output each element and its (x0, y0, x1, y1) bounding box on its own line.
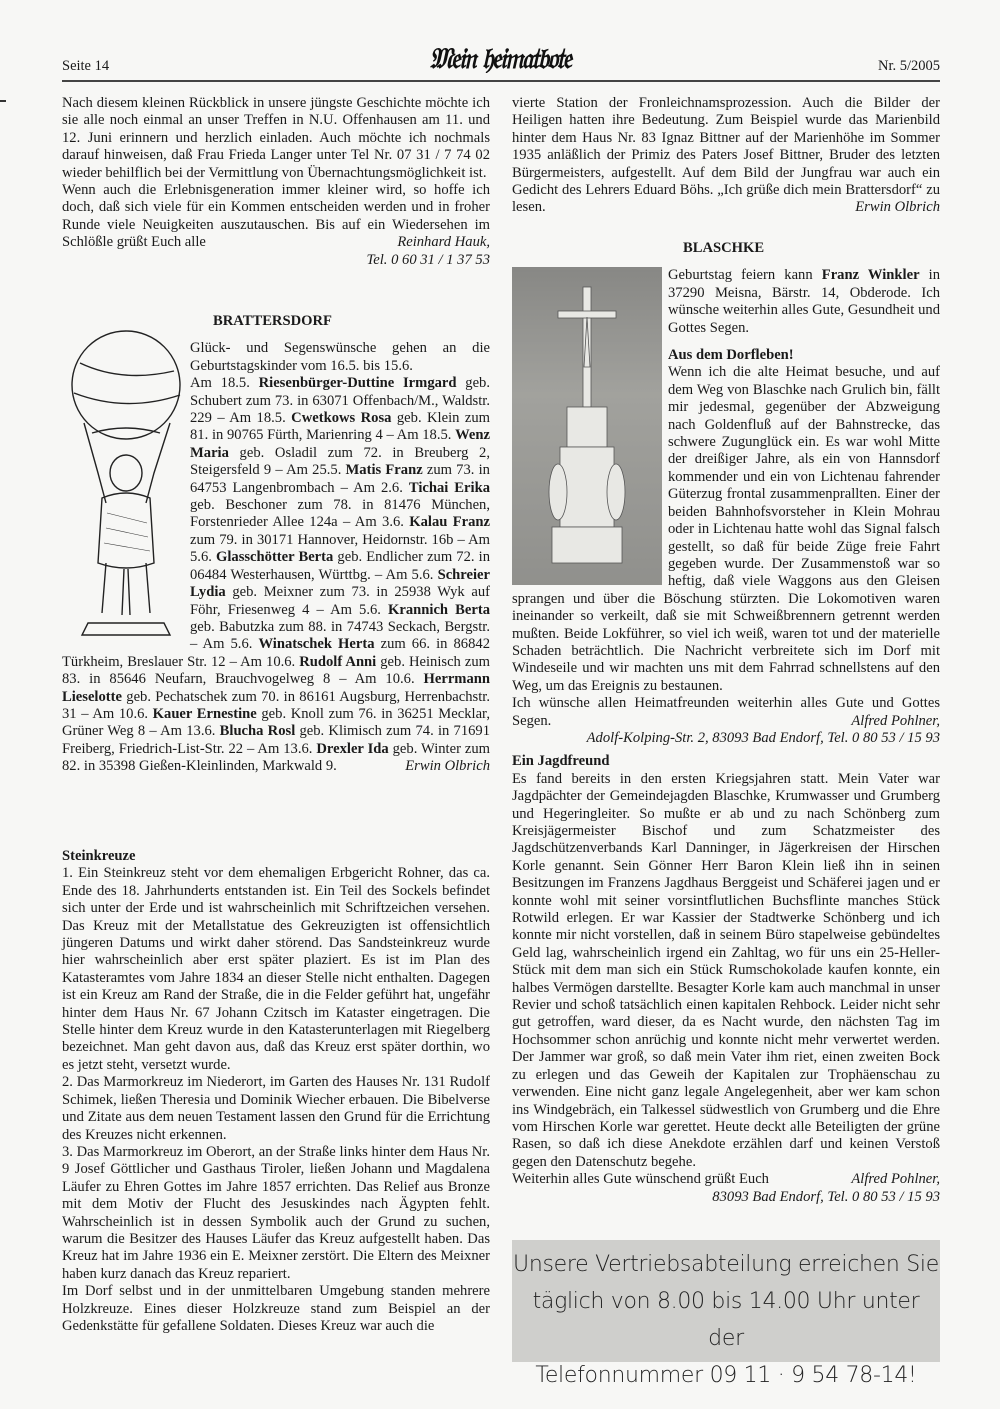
text-run: Glück- und Segenswünsche gehen an die Geburtstagskinder vom 16.5. bis 15.6. (190, 340, 490, 374)
paragraph (62, 865, 490, 1074)
dorfleben-heading: Aus dem Dorfleben! (668, 347, 794, 364)
page-number: Seite 14 (62, 58, 110, 74)
blaschke-section (512, 240, 940, 1206)
paragraph (62, 1144, 490, 1283)
text-run: Am 18.5. (190, 375, 259, 392)
highlighted-name: Tichai Erika (408, 479, 490, 496)
text-run: Ich wünsche allen Heimatfreunden weiterhin alles Gute und Gottes Segen. (512, 695, 940, 729)
highlighted-name: Cwetkows Rosa (291, 410, 392, 427)
highlighted-name: Herrmann Lieselotte (62, 671, 490, 705)
masthead-logo: 𝔐𝔢𝔦𝔫 𝔥𝔢𝔦𝔪𝔞𝔱𝔟𝔬𝔱𝔢 (429, 41, 571, 76)
text-run: geb. Babutzka zum 88. in 74743 Seckach, Bergstr. – Am 5.6. (190, 618, 490, 653)
highlighted-name: Kalau Franz (409, 514, 490, 531)
text-run: Wenn ich die alte Heimat besuche, und auf dem Weg von Blaschke nach Grulich bin, fällt mir jedesmal, gegenüber der Abzweigung nach Goldenfluß auf der Bahnstrecke, das schwere Zugunglück ein. Es war wohl Mitte der dreißiger Jahre, als ein von Hannsdorf kommender und ein von Lichtenau fahrender Güterzug frontal zusammenprallten. Einer der beiden Bahnhofsvorsteher in Klein Mohrau oder in Lichtenau hatte wohl das Signal falsch gestellt, so daß für beide Züge freie Fahrt gegeben wurde. Der Zusammenstoß war so heftig, daß viele Waggons aus den Gleisen sprangen und über die Böschung stürzten. Die Lokomotiven waren ineinander so verkeilt, daß sie mit Schweißbrennern getrennt werden mußten. Beide Lokführer, so viel ich weiß, waren tot und der materielle Schaden beträchtlich. Die Nachricht verbreitete sich im Dorf mit Windeseile und wir machten uns mit dem Fahrrad schnellstens auf den Weg, um das Ereignis zu bestaunen. (512, 364, 940, 694)
intro-paragraphs (62, 95, 490, 252)
banner-line-2: täglich von 8.00 bis 14.00 Uhr unter der (532, 1289, 920, 1351)
jagdfreund-heading: Ein Jagdfreund (512, 753, 610, 770)
text-run: Geburtstag feiern kann (668, 267, 822, 284)
text-run: zum 79. in 30171 Hannover, Heidornstr. 16b – Am 5.6. (190, 531, 490, 566)
banner-line-3: Telefonnummer 09 11 · 9 54 78-14! (535, 1363, 917, 1388)
sales-department-banner (512, 1240, 940, 1388)
intro-telephone: Tel. 0 60 31 / 1 37 53 (366, 251, 490, 268)
highlighted-name: Winatschek Herta (258, 636, 375, 653)
highlighted-name: Blucha Rosl (219, 723, 296, 740)
jagdfreund-paragraphs (512, 771, 940, 1189)
text-run: geb. Schubert zum 73. in 63071 Offenbach/M., Waldstr. 229 – Am 18.5. (190, 375, 490, 427)
continuation-signature: Erwin Olbrich (855, 199, 940, 216)
paragraph (62, 95, 490, 182)
wayside-cross-photo (512, 267, 662, 585)
issue-number: Nr. 5/2005 (877, 58, 940, 74)
text-run: Nach diesem kleinen Rückblick in unsere jüngste Geschichte möchte ich sie alle noch einmal an unser Treffen in N.U. Offenhausen am 11. und 12. Juni erinnern und herzlich einladen. Auch möchte ich nochmals darauf hinweisen, daß Frau Frieda Langer unter Tel Nr. 07 31 / 7 74 02 wieder behilflich bei der Vermittlung von Übernachtungsmöglichkeit ist. (62, 95, 490, 181)
banner-line-1: Unsere Vertriebsabteilung erreichen Sie (513, 1252, 939, 1277)
dorfleben-signature: Alfred Pohlner, (851, 712, 940, 729)
dorfleben-address: Adolf-Kolping-Str. 2, 83093 Bad Endorf, Tel. 0 80 53 / 15 93 (586, 729, 940, 746)
scan-mark (0, 100, 6, 102)
highlighted-name: Franz Winkler (821, 267, 920, 284)
highlighted-name: Wenz Maria (190, 427, 490, 461)
steinkreuze-heading: Steinkreuze (62, 848, 136, 864)
steinkreuze-paragraphs (62, 865, 490, 1335)
highlighted-name: Kauer Ernestine (152, 705, 257, 722)
highlighted-name: Rudolf Anni (299, 653, 377, 670)
steinkreuze-section (62, 848, 490, 1335)
text-run: 1. Ein Steinkreuz steht vor dem ehemaligen Erbgericht Rohner, das ca. Ende des 18. Jahrhunderts entstanden ist. Ein Teil des Sockels befindet sich unter der Erde und ist wahrscheinlich mit Schriftzeichen versehen. Das Kreuz mit der Metallstatue des Gekreuzigten ist offensichtlich jüngeren Datums und wirkt daher störend. Das Sandsteinkreuz wurde hier wahrscheinlich aber erst später plaziert. Es ist im Plan des Katasteramtes vom Jahre 1834 an dieser Stelle nicht enthalten. Dagegen ist ein Kreuz am Rand der Straße, die in die Felder geführt hat, ungefähr hinter dem Haus Nr. 67 Johann Czitsch im Kataster eingetragen. Die Stelle hinter dem Kreuz wurde in den Katasterunterlagen mit Riegelberg bezeichnet. Man geht davon aus, daß das Kreuz erst später dorthin, wo es jetzt steht, versetzt wurde. (62, 865, 490, 1073)
text-run: geb. Beschoner zum 78. in 81476 München, Forstenrieder Allee 124a – Am 3.6. (190, 497, 490, 531)
text-run: Weiterhin alles Gute wünschend grüßt Euch (512, 1171, 769, 1188)
brattersdorf-section (62, 313, 490, 776)
text-run: geb. Klimisch zum 74. in 71691 Freiberg, Friedrich-List-Str. 22 – Am 13.6. (62, 723, 491, 757)
header-rule (62, 80, 940, 82)
jagdfreund-address: 83093 Bad Endorf, Tel. 0 80 53 / 15 93 (712, 1188, 940, 1205)
text-run: vierte Station der Fronleichnamsprozession. Auch die Bilder der Heiligen hatten ihre Bedeutung. Zum Beispiel wurde das Marienbild hinter dem Haus Nr. 83 Ignaz Bittner auf der Marienhöhe im Sommer 1935 anläßlich der Primiz des Paters Josef Bittner, Bruder des letzten Bürgermeisters, aufgestellt. Auf dem Bild der Jungfrau war auch ein Gedicht des Lehrers Eduard Böhs. „Ich grüße dich mein Brattersdorf“ zu lesen. (512, 95, 940, 216)
blaschke-heading: BLASCHKE (683, 240, 765, 256)
text-run: geb. Knoll zum 76. in 36251 Mecklar, Grüner Weg 8 – Am 13.6. (62, 705, 490, 740)
text-run: geb. Endlicher zum 72. in 06484 Westerhausen, Württbg. – Am 5.6. (190, 549, 490, 583)
highlighted-name: Krannich Berta (388, 601, 490, 618)
highlighted-name: Riesenbürger-Duttine Irmgard (258, 375, 457, 392)
intro-signature: Reinhard Hauk, (397, 234, 490, 251)
text-run: geb. Osladil zum 72. in Breuberg 2, Steigersfeld 9 – Am 25.5. (190, 444, 490, 479)
brattersdorf-signature: Erwin Olbrich (405, 758, 490, 775)
text-run: zum 66. in 86842 Türkheim, Breslauer Str. 12 – Am 10.6. (62, 636, 490, 670)
text-run: Im Dorf selbst und in der unmittelbaren Umgebung standen mehrere Holzkreuze. Eines dieser Holzkreuze stand zum Beispiel an der Gedenkstätte für gefallene Soldaten. Dieses Kreuz war auch die (62, 1283, 490, 1334)
highlighted-name: Glasschötter Berta (216, 549, 334, 566)
text-run: Wenn auch die Erlebnisgeneration immer kleiner wird, so hoffe ich doch, daß sich viele für ein Kommen entscheiden werden und in froher Runde viele Neuigkeiten auszutauschen. Bis auf ein Wiedersehen im Schlößle grüßt Euch alle (62, 182, 490, 251)
text-run: geb. Meixner zum 73. in 25938 Wyk auf Föhr, Friesenweg 4 – Am 5.6. (190, 584, 490, 618)
text-run: geb. Pechatschek zum 70. in 86161 Augsburg, Herrenbachstr. 31 – Am 10.6. (62, 688, 490, 722)
text-run: geb. Klein zum 81. in 90765 Fürth, Marienring 4 – Am 18.5. (190, 410, 490, 444)
text-run: geb. Heinisch zum 83. in 85646 Neufarn, Brauchvogelweg 8 – Am 10.6. (62, 653, 490, 688)
left-intro (62, 95, 490, 269)
text-run: geb. Winter zum 82. in 35398 Gießen-Kleinlinden, Markwald 9. (62, 740, 491, 775)
text-run: zum 73. in 64753 Langenbrombach – Am 2.6. (190, 462, 490, 496)
paragraph (62, 1074, 490, 1144)
highlighted-name: Matis Franz (345, 462, 423, 479)
text-run: 2. Das Marmorkreuz im Niederort, im Garten des Hauses Nr. 131 Rudolf Schimek, ließen Theresia und Dominik Wiecher erbauen. Die Bibelverse und Zitate aus dem neuen Testament lassen den Grund für die Errichtung des Kreuzes nicht erkennen. (62, 1074, 490, 1143)
text-run: 3. Das Marmorkreuz im Oberort, an der Straße links hinter dem Haus Nr. 9 Josef Göttlicher und Gasthaus Tiroler, ließen Johann und Magdalena Läufer zu Ehren Gottes im Jahre 1857 errichten. Das Relief aus Bronze mit dem Motiv der Flucht des Jesuskindes nach Ägypten fehlt. Wahrscheinlich ist in dessen Symbolik auch der Grund zu suchen, warum die Besitzer des Hauses Läufer das Kreuz aufgestellt haben. Das Kreuz hat im Jahre 1936 ein E. Meixner zerstört. Die Eltern des Meixner haben kurz danach das Kreuz repariert. (62, 1143, 490, 1282)
brattersdorf-heading: BRATTERSDORF (213, 313, 332, 329)
paragraph (62, 1283, 490, 1335)
text-run: Es fand bereits in den ersten Kriegsjahren statt. Mein Vater war Jagdpächter der Gemeindejagden Blaschke, Krumwasser und Grumberg und Hegeringleiter. So mußte er ab und zu nach Schönberg zum Kreisjägermeister Bischof und zum Schatzmeister des Jagdschützenverbands Karl Danninger, in Jägerkreisen der Hirschen Korle genannt. Sein Gönner Herr Baron Klein ließ ihn in seinen Besitzungen im Franzens Jagdhaus Berggeist und Schäferei jagen und er konnte wohl mit seiner vorsintflutlichen Buchsflinte manches Stück Rotwild erlegen. Er war Kassier der Stadtwerke Schönberg und ich konnte mir nicht vorstellen, daß in seinem Büro stapelweise gebündeltes Geld lag, wahrscheinlich irgend ein Zahltag, wo für uns ein 25-Heller-Stück mit dem man sich ein Stück Rumschokolade kaufen konnte, ein halbes Vermögen darstellte. Besagter Korle kam auch manchmal in unser Revier und schoß tatsächlich einen kapitalen Rehbock. Leider nicht sehr gut getroffen, ward dieser, da es Nacht wurde, den nächsten Tag im Hochsommer schon anrüchig und konnte nicht mehr verwertet werden. Der Jammer war groß, so daß mein Vater ihm riet, einen zweiten Bock zu erlegen und das Geweih der Kapitalen zur Trophäenschau zu verwenden. Eine nicht ganz legale Angelegenheit, aber wer kam schon ins Windgebräch, ein Talkessel südwestlich von Grumberg und die Ehre vom Hirschen Korle war gerettet. Heute deckt alle Beteiligten der grüne Rasen, so daß ich diese Anekdote erzählen darf und keinen Verstoß gegen den Datenschutz begehe. (512, 770, 940, 1170)
atlas-statue-illustration (62, 323, 188, 647)
highlighted-name: Schreier Lydia (190, 566, 490, 601)
text-run: in 37290 Meisna, Bärstr. 14, Obderode. Ich wünsche weiterhin alles Gute, Gesundheit und Gottes Segen. (668, 267, 941, 336)
paragraph (512, 771, 940, 1171)
jagdfreund-signature: Alfred Pohlner, (851, 1171, 940, 1188)
right-continuation (512, 95, 940, 217)
highlighted-name: Drexler Ida (316, 740, 389, 757)
